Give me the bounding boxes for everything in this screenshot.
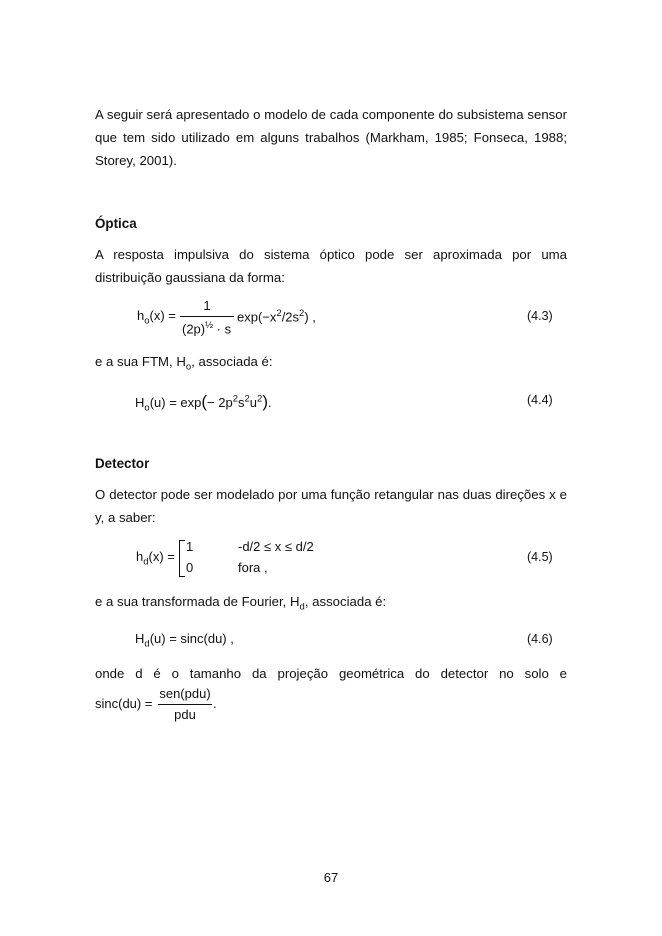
- eq43-fraction-bar: [180, 316, 234, 317]
- page-number: 67: [323, 870, 339, 885]
- intro-text: A seguir será apresentado o modelo de cada componente do subsistema sensor que tem sido utilizado em alguns trabalhos (Markham, 1985; Fonseca, 1988; Storey, 2001).: [95, 107, 567, 168]
- sinc-end: .: [213, 696, 217, 711]
- eq45-row1-value: 1: [186, 539, 194, 554]
- eq43-lhs: $h_o(x)$ =: [137, 308, 176, 327]
- eq43-number: (4.3): [527, 309, 553, 323]
- fourier-line: e a sua transformada de Fourier, $H_d$, associada é:: [95, 594, 387, 613]
- sinc-lhs: sinc(du) =: [95, 696, 153, 711]
- detector-paragraph: [95, 483, 567, 529]
- eq46-expression: $H_d(u) = \sin c(du)$ ,: [135, 631, 234, 650]
- section-heading-optica: Óptica: [95, 216, 137, 231]
- sinc-fraction-bar: [158, 704, 212, 705]
- eq45-lhs: $h_d(x)$ =: [136, 549, 175, 568]
- eq44-expression: $H_o(u) = \exp(- 2p^2s^2u^2)$.: [135, 392, 272, 414]
- eq45-number: (4.5): [527, 550, 553, 564]
- eq43-numerator: 1: [203, 298, 211, 313]
- eq43-denominator: $(2p)^{\frac{1}{2}} \cdot s$: [182, 320, 232, 337]
- eq44-number: (4.4): [527, 393, 553, 407]
- onde-line: onde d é o tamanho da projeção geométrica do detector no solo e: [95, 666, 567, 681]
- section-heading-detector: Detector: [95, 456, 150, 471]
- optica-text: A resposta impulsiva do sistema óptico pode ser aproximada por uma distribuição gaussiana da forma:: [95, 247, 567, 285]
- eq45-row2-value: 0: [186, 560, 194, 575]
- sinc-numerator: sen(pdu): [159, 686, 211, 701]
- optica-paragraph: [95, 243, 567, 289]
- eq46-number: (4.6): [527, 632, 553, 646]
- ftm-line: e a sua FTM, $H_o$, associada é:: [95, 354, 273, 373]
- eq43-rhs: $\exp(-x^2/2s^2)$ ,: [237, 308, 316, 325]
- eq45-bracket: [179, 540, 185, 577]
- detector-text: O detector pode ser modelado por uma função retangular nas duas direções x e y, a saber:: [95, 487, 567, 525]
- sinc-denominator: pdu: [174, 707, 196, 722]
- eq45-row1-condition: -d/2 ≤ x ≤ d/2: [238, 539, 314, 554]
- eq45-row2-condition: fora ,: [238, 560, 268, 575]
- intro-paragraph: [95, 103, 567, 172]
